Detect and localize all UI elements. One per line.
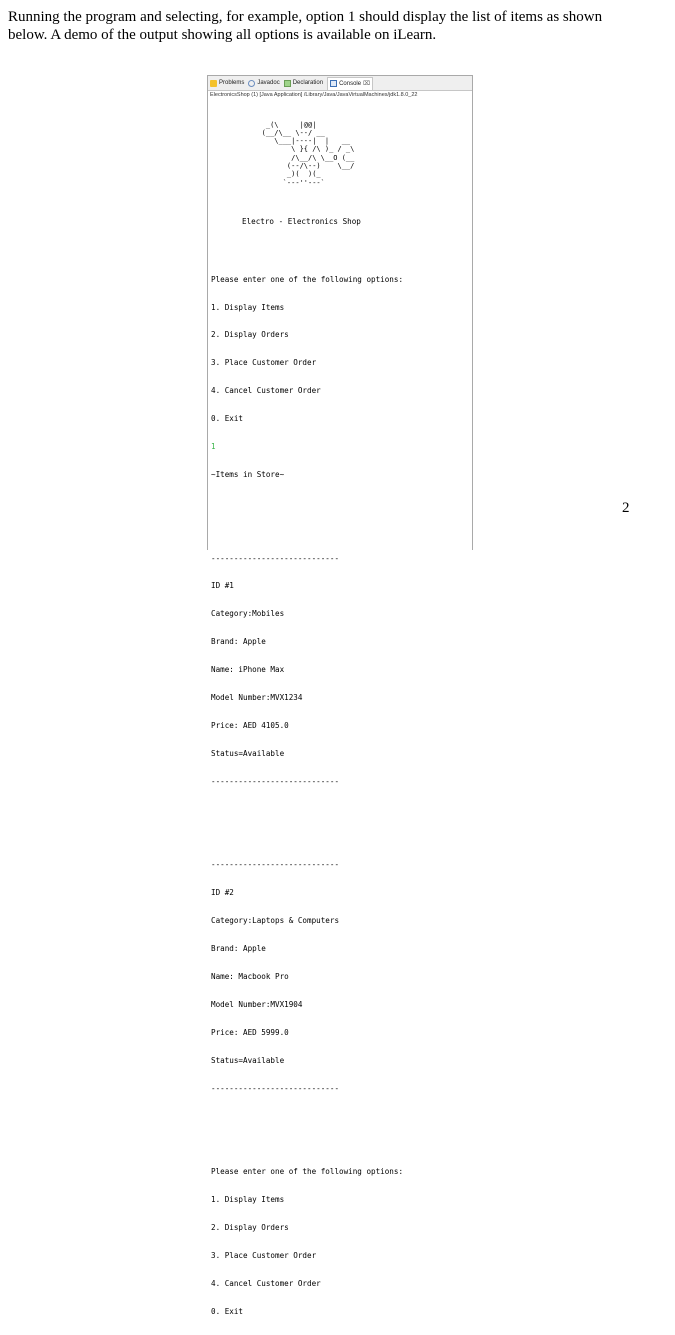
menu-option: 4. Cancel Customer Order <box>211 386 321 396</box>
tab-declaration[interactable] <box>284 80 323 87</box>
intro-line-2: below. A demo of the output showing all options is available on iLearn. <box>8 27 437 43</box>
item-id: ID #2 <box>211 888 234 898</box>
menu-option: 3. Place Customer Order <box>211 1250 317 1260</box>
view-tab-bar <box>208 76 472 91</box>
console-output <box>208 102 472 1335</box>
menu-option: 1. Display Items <box>211 302 285 312</box>
intro-paragraph <box>8 8 658 44</box>
tab-problems-label: Problems <box>219 80 245 86</box>
item-name: Name: iPhone Max <box>211 665 285 675</box>
item-brand: Brand: Apple <box>211 637 266 647</box>
item-id: ID #1 <box>211 581 234 591</box>
menu-prompt: Please enter one of the following options: <box>211 274 404 284</box>
intro-line-1: Running the program and selecting, for example, option 1 should display the list of items as shown <box>8 9 603 25</box>
problems-icon <box>210 80 217 87</box>
menu-option: 2. Display Orders <box>211 330 289 340</box>
separator: ---------------------------- <box>211 860 340 870</box>
shop-title: Electro - Electronics Shop <box>242 217 361 227</box>
menu-option: 2. Display Orders <box>211 1222 289 1232</box>
close-icon[interactable]: ⌧ <box>363 81 370 87</box>
page-number: 2 <box>622 500 630 516</box>
javadoc-icon <box>248 80 255 87</box>
ascii-art-logo: _(\ |@@| (__/\__ \--/ __ \___|----| | __ \ }{ /\ )_ / _\ /\__/\ \__O (__ (--/\--) \__/ _)( )(_ `---''---` <box>261 120 355 187</box>
tab-console[interactable] <box>327 77 373 90</box>
separator: ---------------------------- <box>211 1083 340 1093</box>
tab-javadoc[interactable] <box>248 80 279 87</box>
item-price: Price: AED 5999.0 <box>211 1027 289 1037</box>
menu-option: 0. Exit <box>211 414 244 424</box>
tab-console-label: Console <box>339 80 362 87</box>
item-name: Name: Macbook Pro <box>211 971 289 981</box>
console-screenshot <box>207 75 473 1316</box>
ascii-art-wrapper <box>211 121 469 199</box>
separator: ---------------------------- <box>211 553 340 563</box>
item-status: Status=Available <box>211 1055 285 1065</box>
menu-option: 4. Cancel Customer Order <box>211 1278 321 1288</box>
menu-prompt: Please enter one of the following options: <box>211 1167 404 1177</box>
item-status: Status=Available <box>211 748 285 758</box>
menu-option: 1. Display Items <box>211 1195 285 1205</box>
item-category: Category:Mobiles <box>211 609 285 619</box>
item-price: Price: AED 4105.0 <box>211 720 289 730</box>
store-header: ~Items in Store~ <box>211 469 285 479</box>
item-model: Model Number:MVX1904 <box>211 999 303 1009</box>
tab-javadoc-label: Javadoc <box>257 80 280 86</box>
item-brand: Brand: Apple <box>211 944 266 954</box>
menu-option: 0. Exit <box>211 1306 244 1316</box>
launch-info: ElectronicsShop (1) [Java Application] /Library/Java/JavaVirtualMachines/jdk1.8.0_22 <box>210 92 418 98</box>
item-model: Model Number:MVX1234 <box>211 693 303 703</box>
separator: ---------------------------- <box>211 776 340 786</box>
tab-declaration-label: Declaration <box>292 80 324 86</box>
menu-option: 3. Place Customer Order <box>211 358 317 368</box>
console-icon <box>330 80 337 87</box>
tab-problems[interactable] <box>210 80 244 87</box>
user-input: 1 <box>211 442 216 452</box>
declaration-icon <box>284 80 291 87</box>
item-category: Category:Laptops & Computers <box>211 916 340 926</box>
